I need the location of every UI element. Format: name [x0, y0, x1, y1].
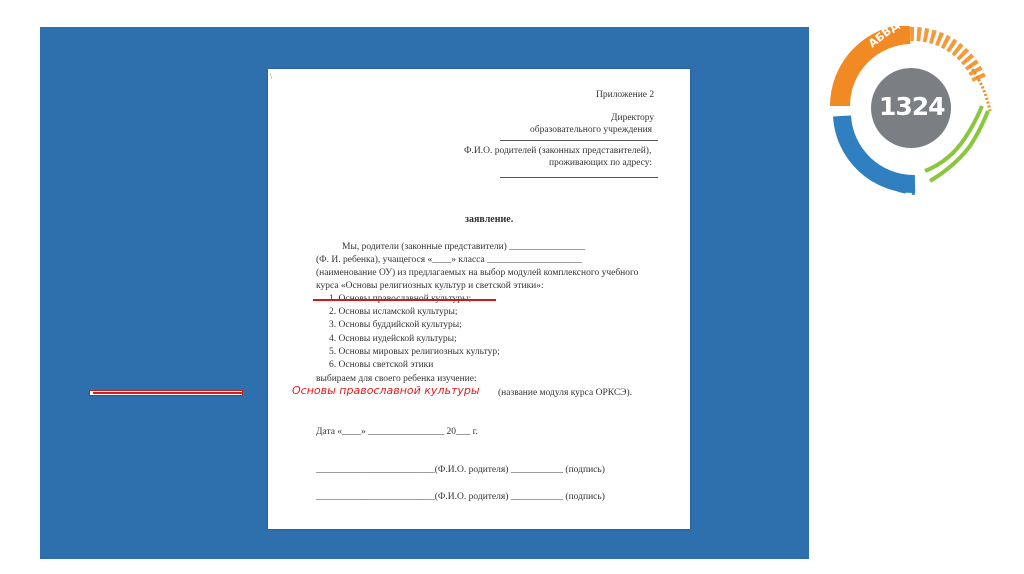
body-line-1: Мы, родители (законные представители) ________________: [342, 242, 586, 252]
handwritten-choice: Основы православной культуры: [292, 384, 480, 397]
logo-arc-text: АБВДЕЁЖ: [866, 0, 925, 51]
module-item-3: 3. Основы буддийской культуры;: [329, 320, 462, 330]
selection-underline: [313, 299, 496, 301]
module-item-6: 6. Основы светской этики: [329, 360, 434, 370]
school-logo: [830, 0, 1000, 196]
logo-number: 1324: [879, 92, 945, 121]
document-title: заявление.: [465, 214, 514, 225]
application-document: [268, 69, 690, 529]
choose-label: выбираем для своего ребенка изучение:: [316, 374, 477, 384]
module-item-2: 2. Основы исламской культуры;: [329, 307, 458, 317]
appendix-label: Приложение 2: [596, 90, 655, 100]
body-line-4: курса «Основы религиозных культур и светской этики»:: [316, 281, 544, 291]
module-name-hint: (название модуля курса ОРКСЭ).: [498, 388, 632, 398]
blank-line-school: [500, 140, 658, 141]
body-line-2: (Ф. И. ребенка), учащегося «____» класса ____________________: [316, 255, 583, 265]
addressee-line-1: Директору: [611, 113, 655, 123]
parents-fio-label: Ф.И.О. родителей (законных представителей),: [464, 146, 652, 156]
pointer-arrow: [89, 390, 243, 396]
module-item-4: 4. Основы иудейской культуры;: [329, 334, 457, 344]
blank-line-address: [500, 177, 658, 178]
module-item-5: 5. Основы мировых религиозных культур;: [329, 347, 500, 357]
body-line-3: (наименование ОУ) из предлагаемых на выбор модулей комплексного учебного: [316, 268, 639, 278]
date-line: Дата «____» ________________ 20___ г.: [316, 427, 478, 437]
scan-mark: \: [270, 72, 273, 81]
address-label: проживающих по адресу:: [549, 158, 653, 168]
signature-line-1: _________________________(Ф.И.О. родителя) ___________ (подпись): [316, 465, 605, 475]
signature-line-2: _________________________(Ф.И.О. родителя) ___________ (подпись): [316, 492, 605, 502]
addressee-line-2: образовательного учреждения: [530, 125, 653, 135]
